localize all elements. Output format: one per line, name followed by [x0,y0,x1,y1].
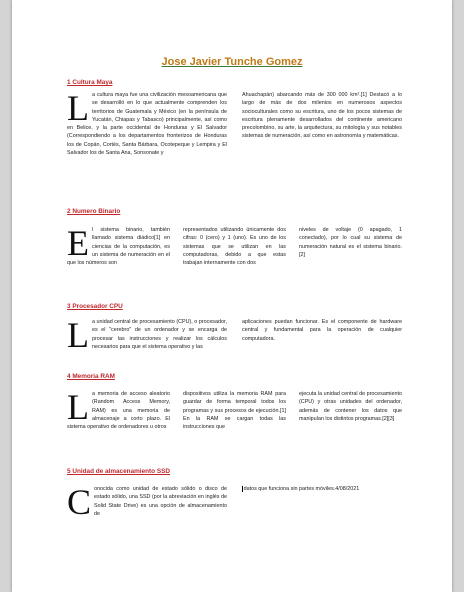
drop-cap: L [67,387,89,427]
section-heading-procesador-cpu: 3 Procesador CPU [67,303,123,310]
drop-cap: C [67,482,92,522]
section-2-column-1[interactable] [67,223,170,267]
section-heading-numero-binario: 2 Numero Binario [67,208,121,215]
drop-cap: L [67,315,89,355]
document-title: Jose Javier Tunche Gomez [161,56,303,68]
section-5-column-2[interactable] [242,485,402,493]
section-3-column-1[interactable] [67,315,227,355]
section-2-column-3[interactable]: niveles de voltaje (0 apagado, 1 conectado), por lo cual su sistema de numeración natural es el sistema binario.[2] [299,227,402,258]
paragraph-text: l sistema binario, también llamado sistema diádico[1] en ciencias de la computación, es un sistema de numeración en el que los números son [67,227,170,266]
paragraph-text: onocida como unidad de estado sólido o disco de estado sólido, una SSD (por la abreviación en inglés de Solid State Drive) es una opción de almacenamiento de [94,486,227,517]
section-5-column-1[interactable] [67,482,227,522]
section-1-column-2[interactable]: Ahuachapán) abarcando más de 300 000 km².[1] Destacó a lo largo de más de dos milenios en numerosos aspectos socioculturales como su escritura, uno de los pocos sistemas de escritura plenamente desarrollados del continente americano precolombino, su arte, la arquitectura, su mitología y sus notables sistemas de numeración, así como en astronomía y matemáticas. [242,92,402,140]
section-4-column-2[interactable]: dispositivos utiliza la memoria RAM para guardar de forma temporal todos los programas y sus procesos de ejecución.[1] En la RAM se cargan todas las instrucciones que [183,391,286,430]
section-2-column-2[interactable]: representados utilizando únicamente dos cifras: 0 (cero) y 1 (uno). Es uno de los sistemas que se utilizan en las computadoras, debido a que estas trabajan internamente con dos [183,227,286,266]
drop-cap: E [67,223,89,263]
section-4-column-1[interactable] [67,387,170,431]
paragraph-text: a unidad central de procesamiento (CPU), o procesador, es el "cerebro" de un ordenador y se encarga de procesar las instrucciones y realizar los cálculos necesarios para que el sistema operativo y las [92,319,227,350]
paragraph-text: a cultura maya fue una civilización mesoamericana que se desarrolló en lo que actualmente comprenden los territorios de Guatemala y México (en la península de Yucatán, Chiapas y Tabasco) principalmente, así como en Belice, y la parte occidental de Honduras y El Salvador (Correspondiendo a los departamentos fronterizos de Honduras los de Copán, Cortés, Santa Bárbara, Ocotepeque y Lempira y El Salvador los de Santa Ana, Sonsonate y [67,92,227,156]
paragraph-text: datos que funciona sin partes móviles.4/08/2021 [243,486,360,492]
section-heading-cultura-maya: 1 Cultura Maya [67,79,113,86]
section-3-column-2[interactable]: aplicaciones puedan funcionar. Es el componente de hardware central y fundamental para la operación de cualquier computadora. [242,319,402,342]
text-cursor [242,486,243,492]
drop-cap: L [67,88,89,128]
document-page [12,0,452,592]
section-1-column-1[interactable] [67,88,227,157]
paragraph-text: a memoria de acceso aleatorio (Random Access Memory, RAM) es una memoria de almacenaje a corto plazo. El sistema operativo de ordenadores u otros [67,391,170,430]
section-heading-memoria-ram: 4 Memoria RAM [67,373,115,380]
section-4-column-3[interactable]: ejecuta la unidad central de procesamiento (CPU) y otras unidades del ordenador, además de contener los datos que manipulan los distintos programas.[2][3] [299,391,402,422]
section-heading-unidad-ssd: 5 Unidad de almacenamiento SSD [67,468,170,475]
